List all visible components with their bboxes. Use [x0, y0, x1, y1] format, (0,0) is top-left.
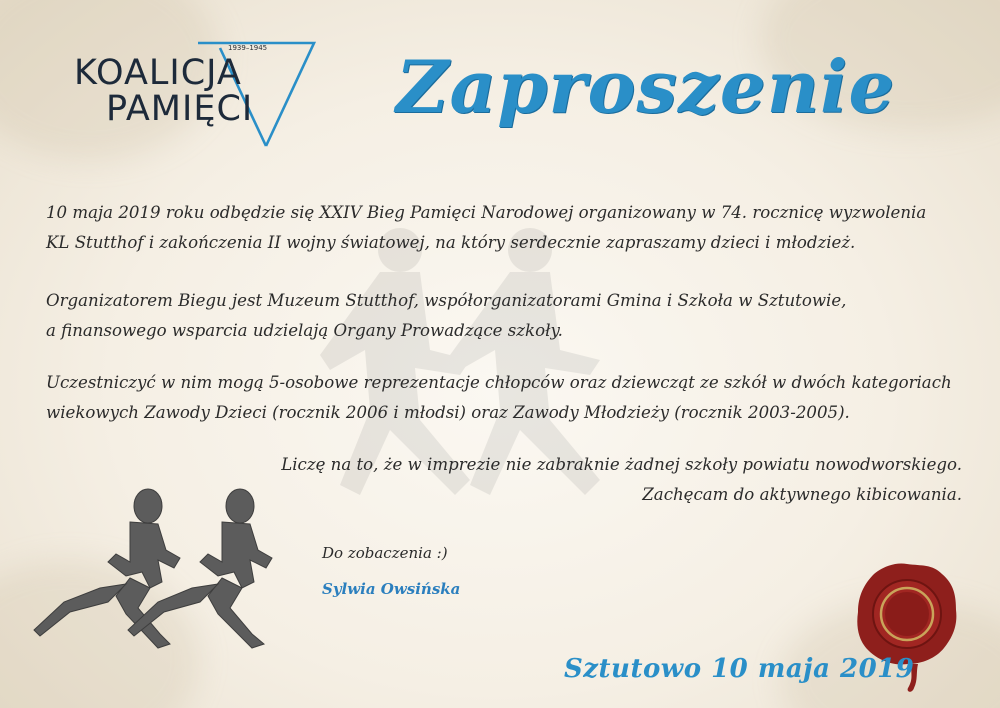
paragraph-line: a finansowego wsparcia udzielają Organy Prowadzące szkoły.: [46, 321, 563, 340]
koalicja-pamieci-logo: [70, 40, 330, 160]
paragraph-organizers: [46, 286, 976, 346]
runners-illustration: [30, 484, 290, 664]
paragraph-participants: [46, 368, 976, 428]
paragraph-event: [46, 198, 976, 258]
closing-greeting: Do zobaczenia :): [322, 544, 448, 562]
paragraph-closing-appeal: [202, 450, 962, 510]
paragraph-line: Liczę na to, że w imprezie nie zabraknie żadnej szkoły powiatu nowodworskiego.: [281, 455, 962, 474]
paragraph-line: wiekowych Zawody Dzieci (rocznik 2006 i młodsi) oraz Zawody Młodzieży (rocznik 2003-2005).: [46, 403, 850, 422]
logo-line-1: KOALICJA: [74, 53, 242, 93]
signature: Sylwia Owsińska: [322, 580, 461, 598]
page-title: Zaproszenie: [396, 44, 896, 129]
paragraph-line: Organizatorem Biegu jest Muzeum Stutthof, współorganizatorami Gmina i Szkoła w Sztutowie,: [46, 291, 847, 310]
place-and-date: Sztutowo 10 maja 2019: [564, 654, 915, 684]
paragraph-line: 10 maja 2019 roku odbędzie się XXIV Bieg Pamięci Narodowej organizowany w 74. rocznicę wyzwolenia: [46, 203, 927, 222]
paragraph-line: Uczestniczyć w nim mogą 5-osobowe reprezentacje chłopców oraz dziewcząt ze szkół w dwóch kategoriach: [46, 373, 952, 392]
logo-years: 1939–1945: [228, 44, 268, 52]
paragraph-line: KL Stutthof i zakończenia II wojny światowej, na który serdecznie zapraszamy dzieci i młodzież.: [46, 233, 856, 252]
paragraph-line: Zachęcam do aktywnego kibicowania.: [642, 485, 962, 504]
logo-line-2: PAMIĘCI: [106, 89, 254, 129]
